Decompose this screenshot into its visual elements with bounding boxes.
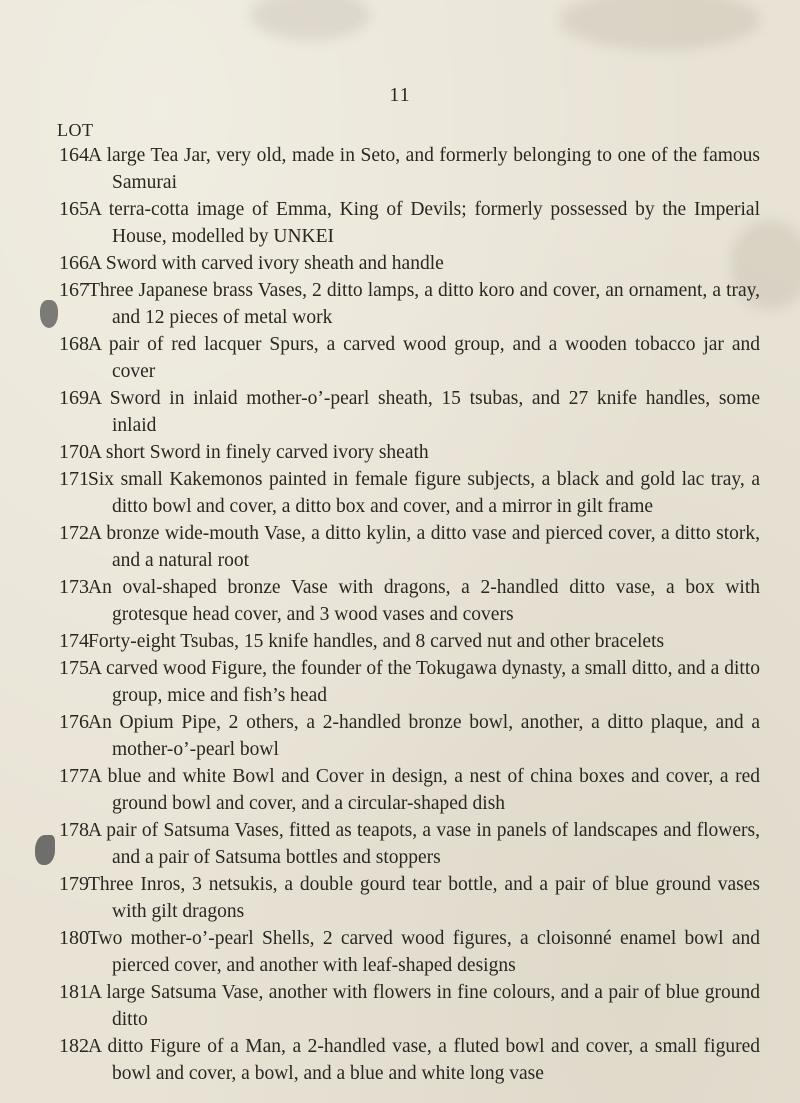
lot-description: An Opium Pipe, 2 others, a 2-handled bronze bowl, another, a ditto plaque, and a mother-o’-pearl bowl (88, 712, 760, 760)
page-number: 11 (389, 84, 411, 106)
lot-description: A bronze wide-mouth Vase, a ditto kylin, a ditto vase and pierced cover, a ditto stork, and a natural root (88, 523, 760, 571)
lot-number: 173 (59, 576, 89, 598)
lot-number: 165 (59, 198, 89, 220)
lot-entry (0, 817, 800, 871)
lot-number: 172 (59, 522, 89, 544)
lot-entry (0, 628, 800, 655)
lot-entry (0, 250, 800, 277)
lot-description: Forty-eight Tsubas, 15 knife handles, and 8 carved nut and other bracelets (88, 631, 665, 652)
lot-number: 164 (59, 144, 89, 166)
lot-number: 178 (59, 819, 89, 841)
lot-entry (0, 385, 800, 439)
paper-stain (560, 0, 760, 50)
lot-entry (0, 1033, 800, 1087)
lot-entry (0, 979, 800, 1033)
lot-entry (0, 709, 800, 763)
lot-entry (0, 466, 800, 520)
lot-description: Three Japanese brass Vases, 2 ditto lamps, a ditto koro and cover, an ornament, a tray, and 12 pieces of metal work (88, 280, 760, 328)
lot-number: 179 (59, 873, 89, 895)
lot-list (0, 142, 800, 1087)
lot-description: A large Tea Jar, very old, made in Seto, and formerly belonging to one of the famous Samurai (88, 145, 760, 193)
lot-description: A large Satsuma Vase, another with flowers in fine colours, and a pair of blue ground ditto (88, 982, 760, 1030)
lot-description: A short Sword in finely carved ivory sheath (88, 442, 429, 463)
lot-number: 174 (59, 630, 89, 652)
lot-entry (0, 871, 800, 925)
lot-number: 168 (59, 333, 89, 355)
lot-entry (0, 439, 800, 466)
lot-number: 176 (59, 711, 89, 733)
lot-entry (0, 331, 800, 385)
lot-description: Six small Kakemonos painted in female figure subjects, a black and gold lac tray, a ditto bowl and cover, a ditto box and cover, and a mirror in gilt frame (88, 469, 760, 517)
lot-number: 180 (59, 927, 89, 949)
lot-number: 170 (59, 441, 89, 463)
lot-number: 177 (59, 765, 89, 787)
lot-number: 181 (59, 981, 89, 1003)
lot-entry (0, 763, 800, 817)
lot-number: 167 (59, 279, 89, 301)
lot-description: A pair of Satsuma Vases, fitted as teapots, a vase in panels of landscapes and flowers, and a pair of Satsuma bottles and stoppers (88, 820, 760, 868)
lot-entry (0, 196, 800, 250)
lot-entry (0, 142, 800, 196)
lot-entry (0, 277, 800, 331)
lot-entry (0, 655, 800, 709)
lot-description: A Sword in inlaid mother-o’-pearl sheath, 15 tsubas, and 27 knife handles, some inlaid (88, 388, 760, 436)
lot-number: 166 (59, 252, 89, 274)
lot-number: 182 (59, 1035, 89, 1057)
lot-description: Three Inros, 3 netsukis, a double gourd tear bottle, and a pair of blue ground vases with gilt dragons (88, 874, 760, 922)
lot-column-heading: LOT (57, 120, 94, 140)
lot-description: Two mother-o’-pearl Shells, 2 carved wood figures, a cloisonné enamel bowl and pierced cover, and another with leaf-shaped designs (88, 928, 760, 976)
lot-entry (0, 574, 800, 628)
lot-number: 175 (59, 657, 89, 679)
lot-description: A blue and white Bowl and Cover in design, a nest of china boxes and cover, a red ground bowl and cover, and a circular-shaped dish (88, 766, 760, 814)
lot-description: A carved wood Figure, the founder of the Tokugawa dynasty, a small ditto, and a ditto group, mice and fish’s head (88, 658, 760, 706)
lot-entry (0, 925, 800, 979)
lot-description: An oval-shaped bronze Vase with dragons, a 2-handled ditto vase, a box with grotesque head cover, and 3 wood vases and covers (88, 577, 760, 625)
lot-description: A Sword with carved ivory sheath and handle (88, 253, 444, 274)
lot-entry (0, 520, 800, 574)
lot-number: 169 (59, 387, 89, 409)
paper-stain (250, 0, 370, 40)
lot-description: A terra-cotta image of Emma, King of Devils; formerly possessed by the Imperial House, modelled by UNKEI (88, 199, 760, 247)
lot-description: A ditto Figure of a Man, a 2-handled vase, a fluted bowl and cover, a small figured bowl and cover, a bowl, and a blue and white long vase (88, 1036, 760, 1084)
lot-description: A pair of red lacquer Spurs, a carved wood group, and a wooden tobacco jar and cover (88, 334, 760, 382)
lot-number: 171 (59, 468, 89, 490)
